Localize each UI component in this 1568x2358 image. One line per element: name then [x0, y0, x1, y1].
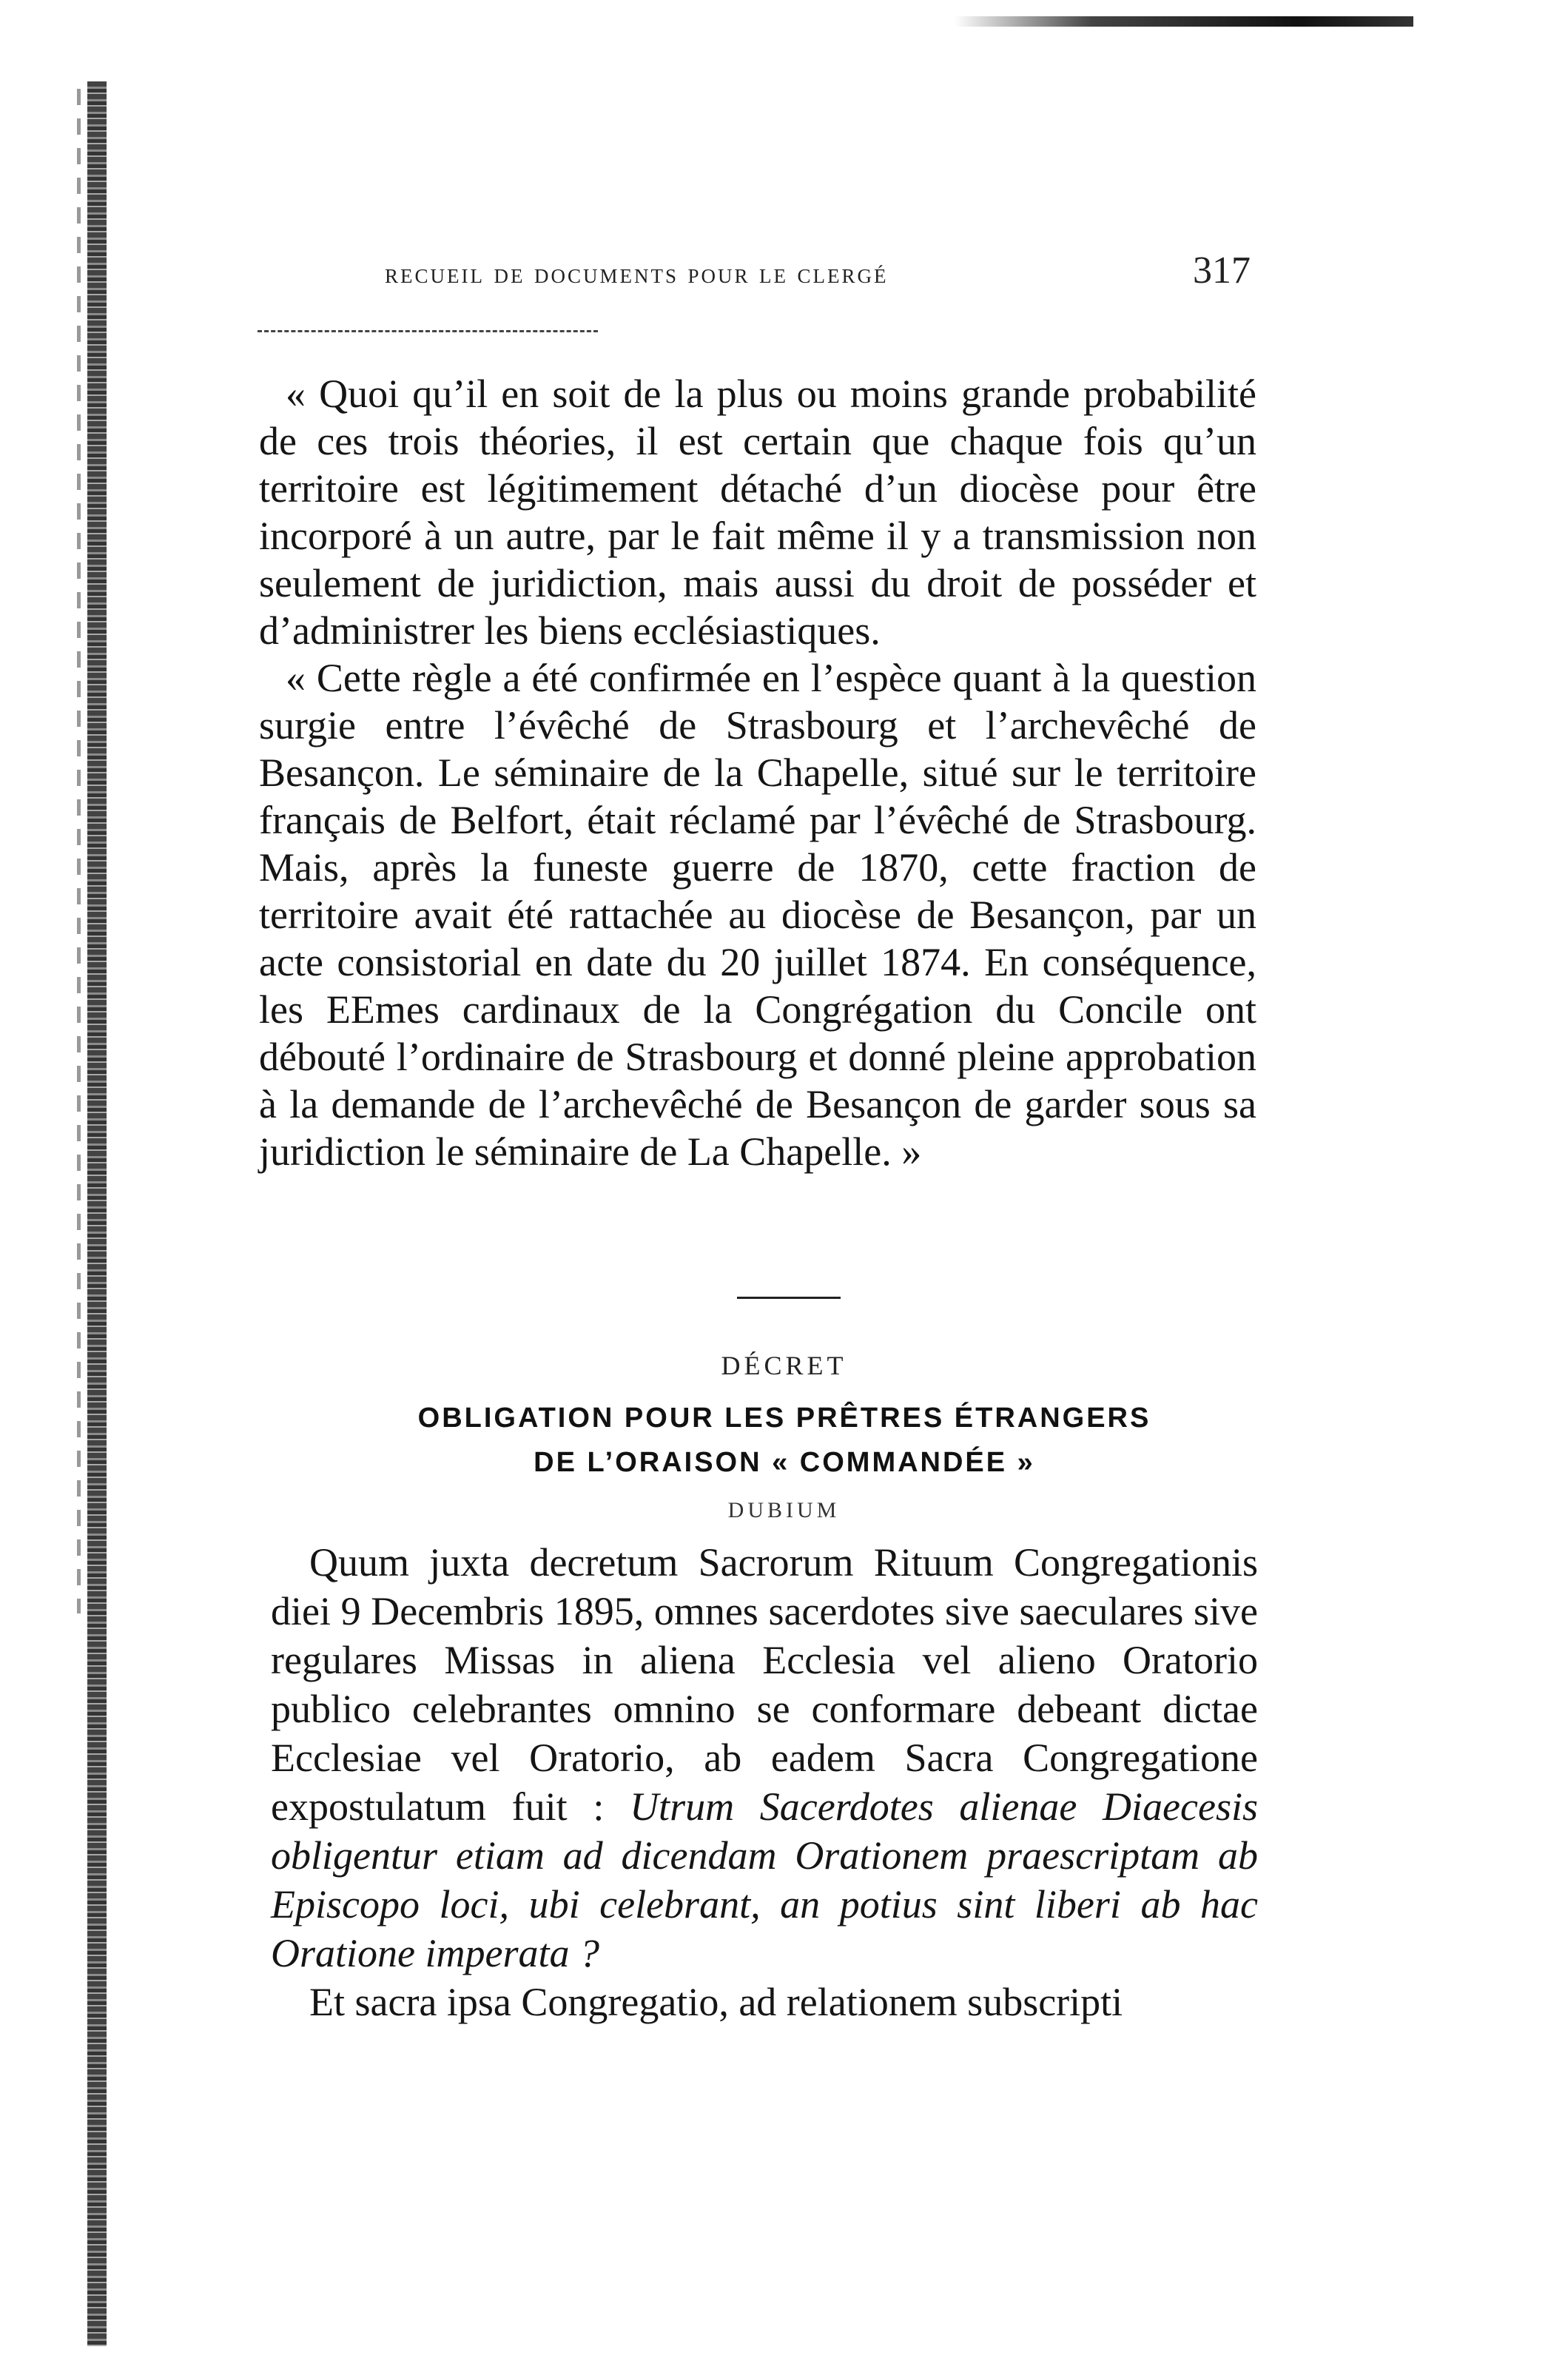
decree-question: Utrum Sacerdotes alienae Diaecesis obligentur etiam ad dicendam Orationem praescriptam ab Episcopo loci, ubi celebrant, an potius sint liberi ab hac Oratione imperata ?	[271, 1784, 1258, 1975]
paragraph-theories: « Quoi qu’il en soit de la plus ou moins grande probabilité de ces trois théories, il est certain que chaque fois qu’un territoire est légitimement détaché d’un diocèse pour être incorporé à un autre, par le fait même il y a transmission non seulement de juridiction, mais aussi du droit de posséder et d’administrer les biens ecclésiastiques.	[259, 372, 1256, 653]
dubium-label: DUBIUM	[727, 1498, 841, 1522]
decree-text-block	[271, 1538, 1258, 2026]
header-rule	[258, 330, 598, 332]
quoted-text-block	[259, 370, 1256, 1175]
binding-shadow	[77, 89, 81, 1613]
paragraph-seminary: « Cette règle a été confirmée en l’espèce quant à la question surgie entre l’évêché de Strasbourg et l’archevêché de Besançon. Le séminaire de la Chapelle, situé sur le territoire français de Belfort, était réclamé par l’évêché de Strasbourg. Mais, après la funeste guerre de 1870, cette fraction de territoire avait été rattachée au diocèse de Besançon, par un acte consistorial en date du 20 juillet 1874. En conséquence, les EEmes cardinaux de la Congrégation du Concile ont débouté l’ordinaire de Strasbourg et donné pleine approbation à la demande de l’archevêché de Besançon de garder sous sa juridiction le séminaire de La Chapelle. »	[259, 656, 1256, 1174]
running-title: recueil de documents pour le clergé	[385, 258, 889, 289]
paragraph-closing: Et sacra ipsa Congregatio, ad relationem subscripti	[309, 1980, 1123, 2024]
binding-edge	[87, 81, 107, 2346]
decree-title-line-1: OBLIGATION POUR LES PRÊTRES ÉTRANGERS	[417, 1403, 1151, 1434]
section-separator	[737, 1297, 841, 1299]
top-edge-rule	[955, 16, 1413, 27]
decree-title-line-2: DE L’ORAISON « COMMANDÉE »	[534, 1447, 1035, 1478]
page-number: 317	[1193, 249, 1251, 292]
decree-label: DÉCRET	[721, 1351, 847, 1380]
decree-text-roman: Quum juxta decretum Sacrorum Rituum Congregationis diei 9 Decembris 1895, omnes sacerdotes sive saeculares sive regulares Missas in aliena Ecclesia vel alieno Oratorio publico celebrantes omnino se conformare debeant dictae Ecclesiae vel Oratorio, ab eadem Sacra Congregatione expostulatum fuit :	[271, 1540, 1258, 1829]
paragraph-decree	[271, 1538, 1258, 1978]
decree-title	[222, 1396, 1347, 1485]
